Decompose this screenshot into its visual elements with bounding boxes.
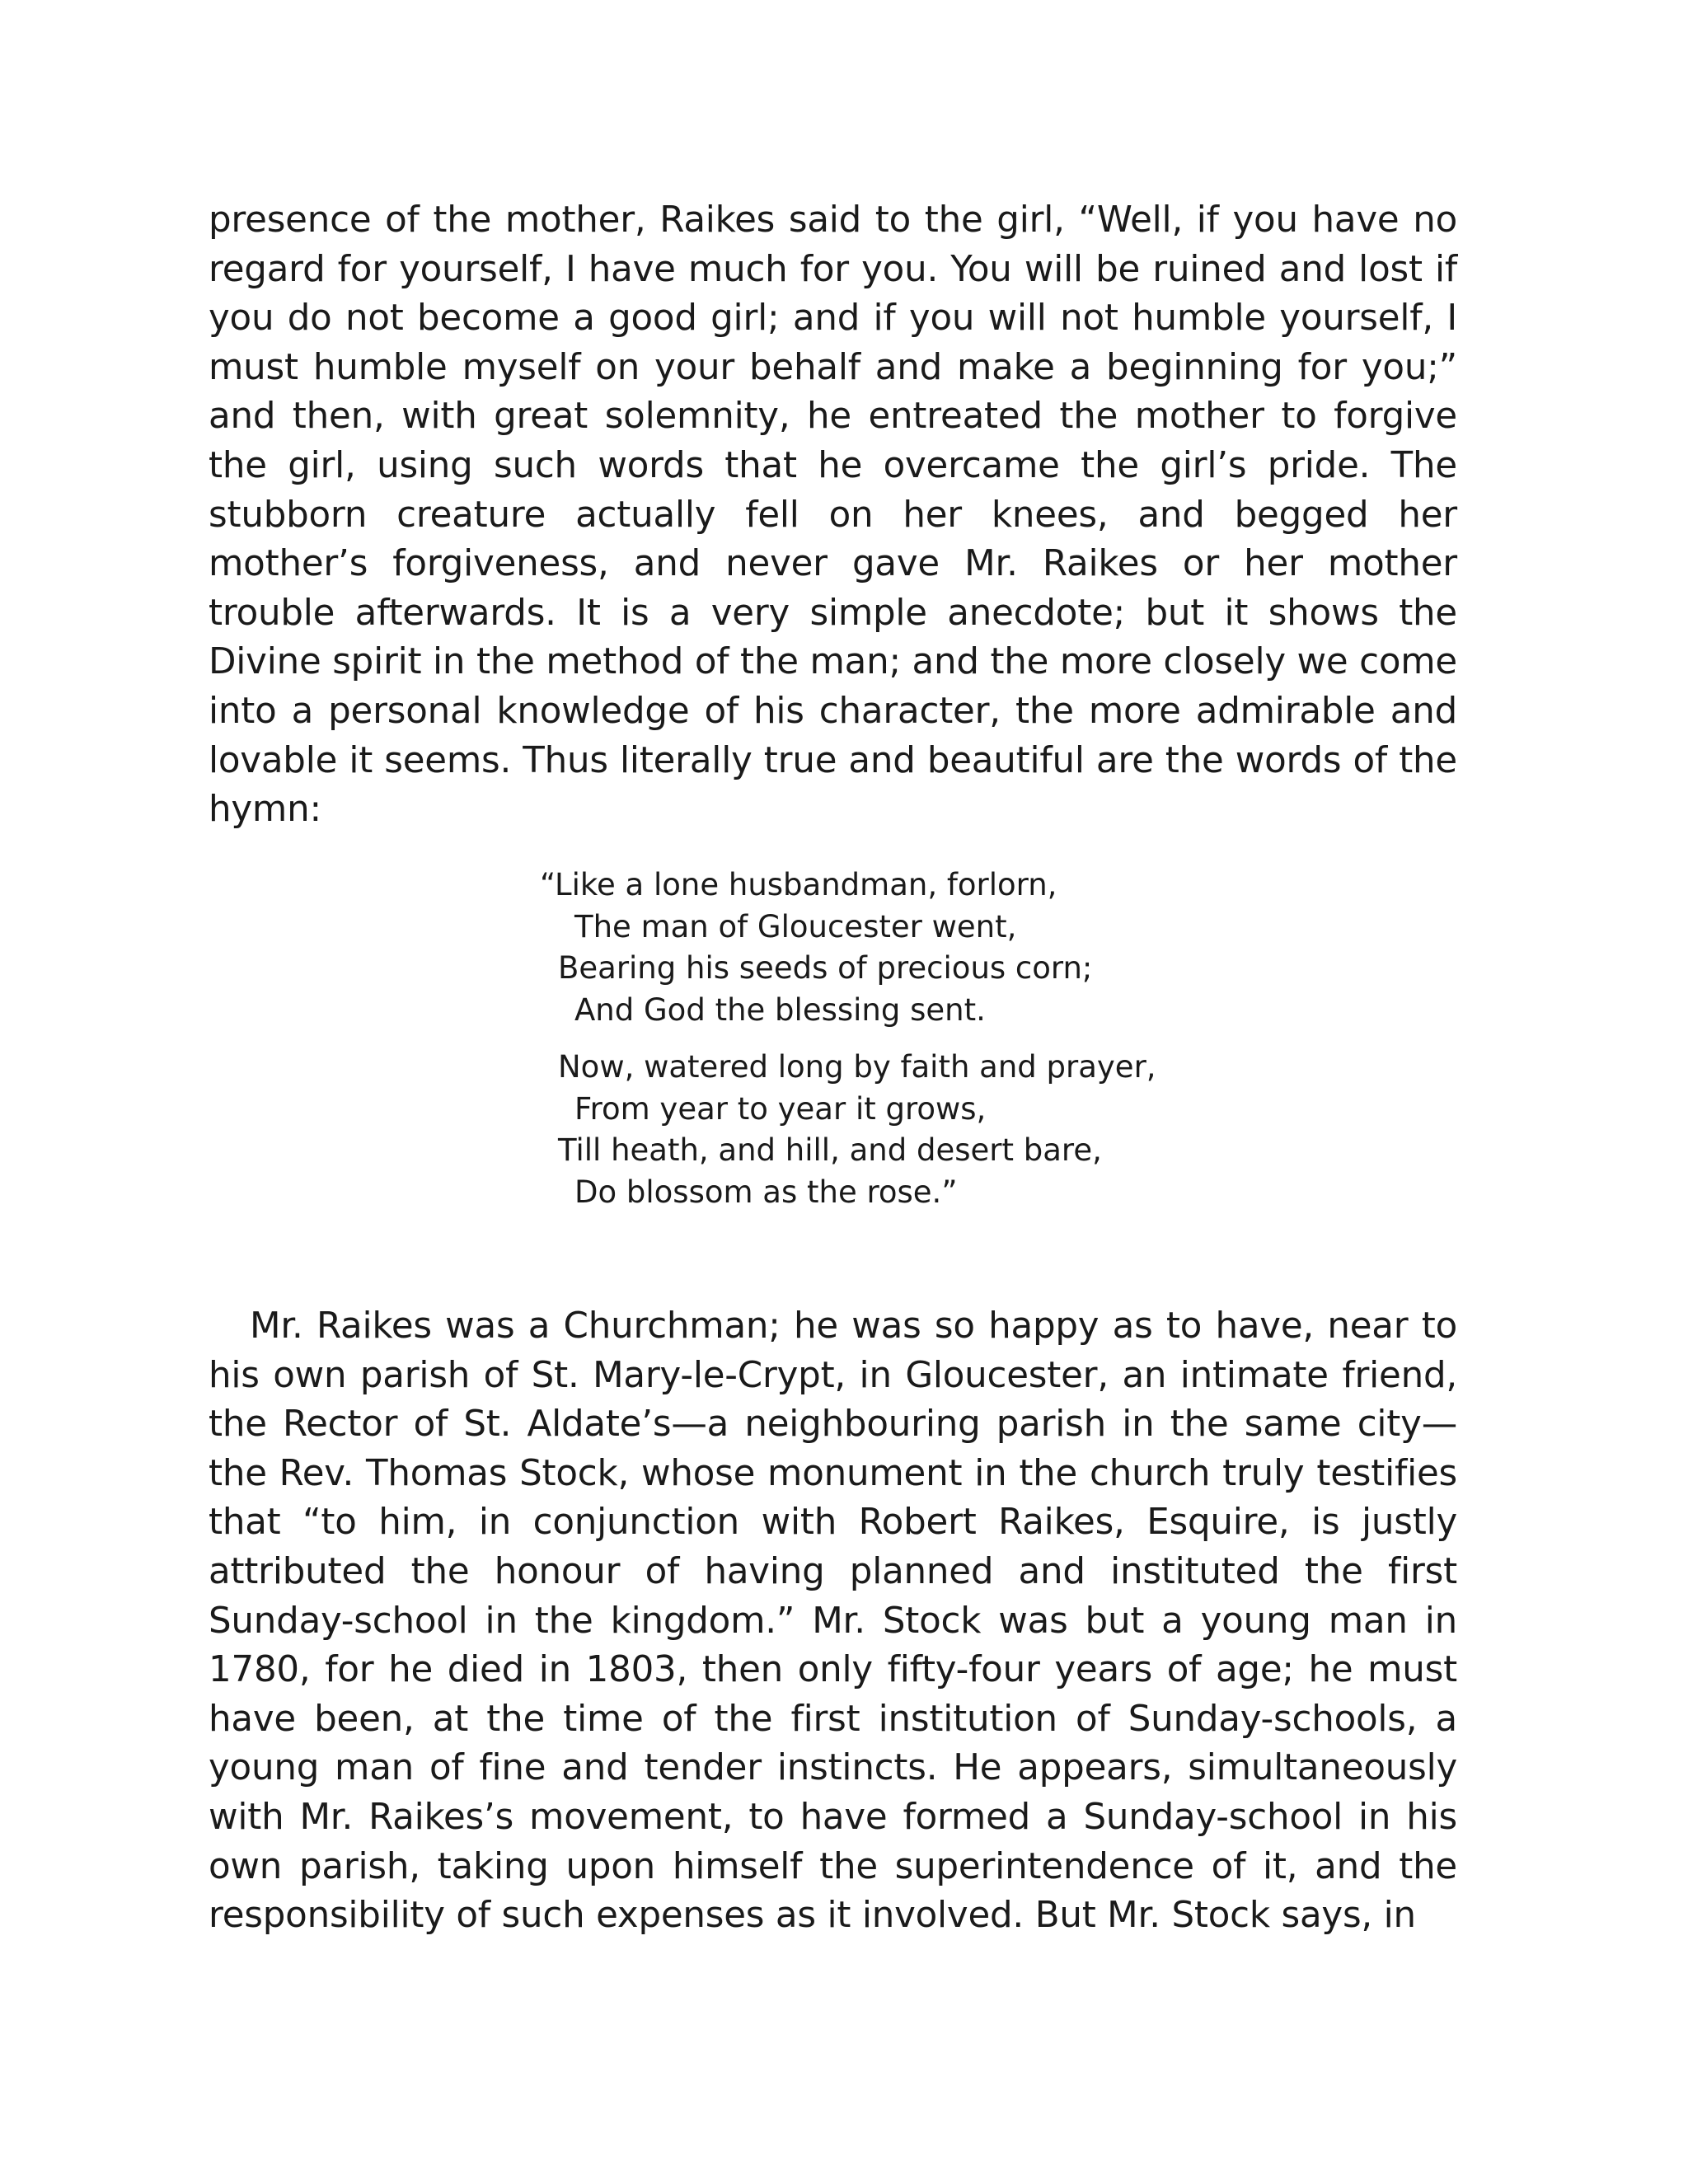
hymn-stanza-2 xyxy=(540,1047,1156,1213)
hymn-line: And God the blessing sent. xyxy=(574,991,986,1028)
hymn-quotation xyxy=(540,865,1156,1213)
hymn-stanza-1 xyxy=(540,865,1156,1031)
body-paragraph-2: Mr. Raikes was a Churchman; he was so happy as to have, near to his own parish of St. Mary-le-Crypt, in Gloucester, an intimate friend, the Rector of St. Aldate’s—a neighbouring parish in the same city—the Rev. Thomas Stock, whose monument in the church truly testifies that “to him, in conjunction with Robert Raikes, Esquire, is justly attributed the honour of having planned and instituted the first Sunday-school in the kingdom.” Mr. Stock was but a young man in 1780, for he died in 1803, then only fifty-four years of age; he must have been, at the time of the first institution of Sunday-schools, a young man of fine and tender instincts. He appears, simultaneously with Mr. Raikes’s movement, to have formed a Sunday-school in his own parish, taking upon himself the superintendence of it, and the responsibility of such expenses as it involved. But Mr. Stock says, in xyxy=(209,1305,1457,1937)
hymn-line: From year to year it grows, xyxy=(574,1090,987,1127)
hymn-line: “Like a lone husbandman, forlorn, xyxy=(540,867,1057,902)
hymn-line: Now, watered long by faith and prayer, xyxy=(558,1049,1156,1085)
hymn-line: The man of Gloucester went, xyxy=(574,908,1017,944)
hymn-line: Bearing his seeds of precious corn; xyxy=(558,950,1093,986)
body-paragraph-1: presence of the mother, Raikes said to the girl, “Well, if you have no regard for yourself, I have much for you. You will be ruined and lost if you do not become a good girl; and if you will not humble yourself, I must humble myself on your behalf and make a beginning for you;” and then, with great solemnity, he entreated the mother to forgive the girl, using such words that he overcame the girl’s pride. The stubborn creature actually fell on her knees, and begged her mother’s forgiveness, and never gave Mr. Raikes or her mother trouble afterwards. It is a very simple anecdote; but it shows the Divine spirit in the method of the man; and the more closely we come into a personal knowledge of his character, the more admirable and lovable it seems. Thus literally true and beautiful are the words of the hymn: xyxy=(209,199,1457,831)
hymn-line: Till heath, and hill, and desert bare, xyxy=(558,1132,1102,1168)
hymn-line: Do blossom as the rose.” xyxy=(574,1174,958,1210)
